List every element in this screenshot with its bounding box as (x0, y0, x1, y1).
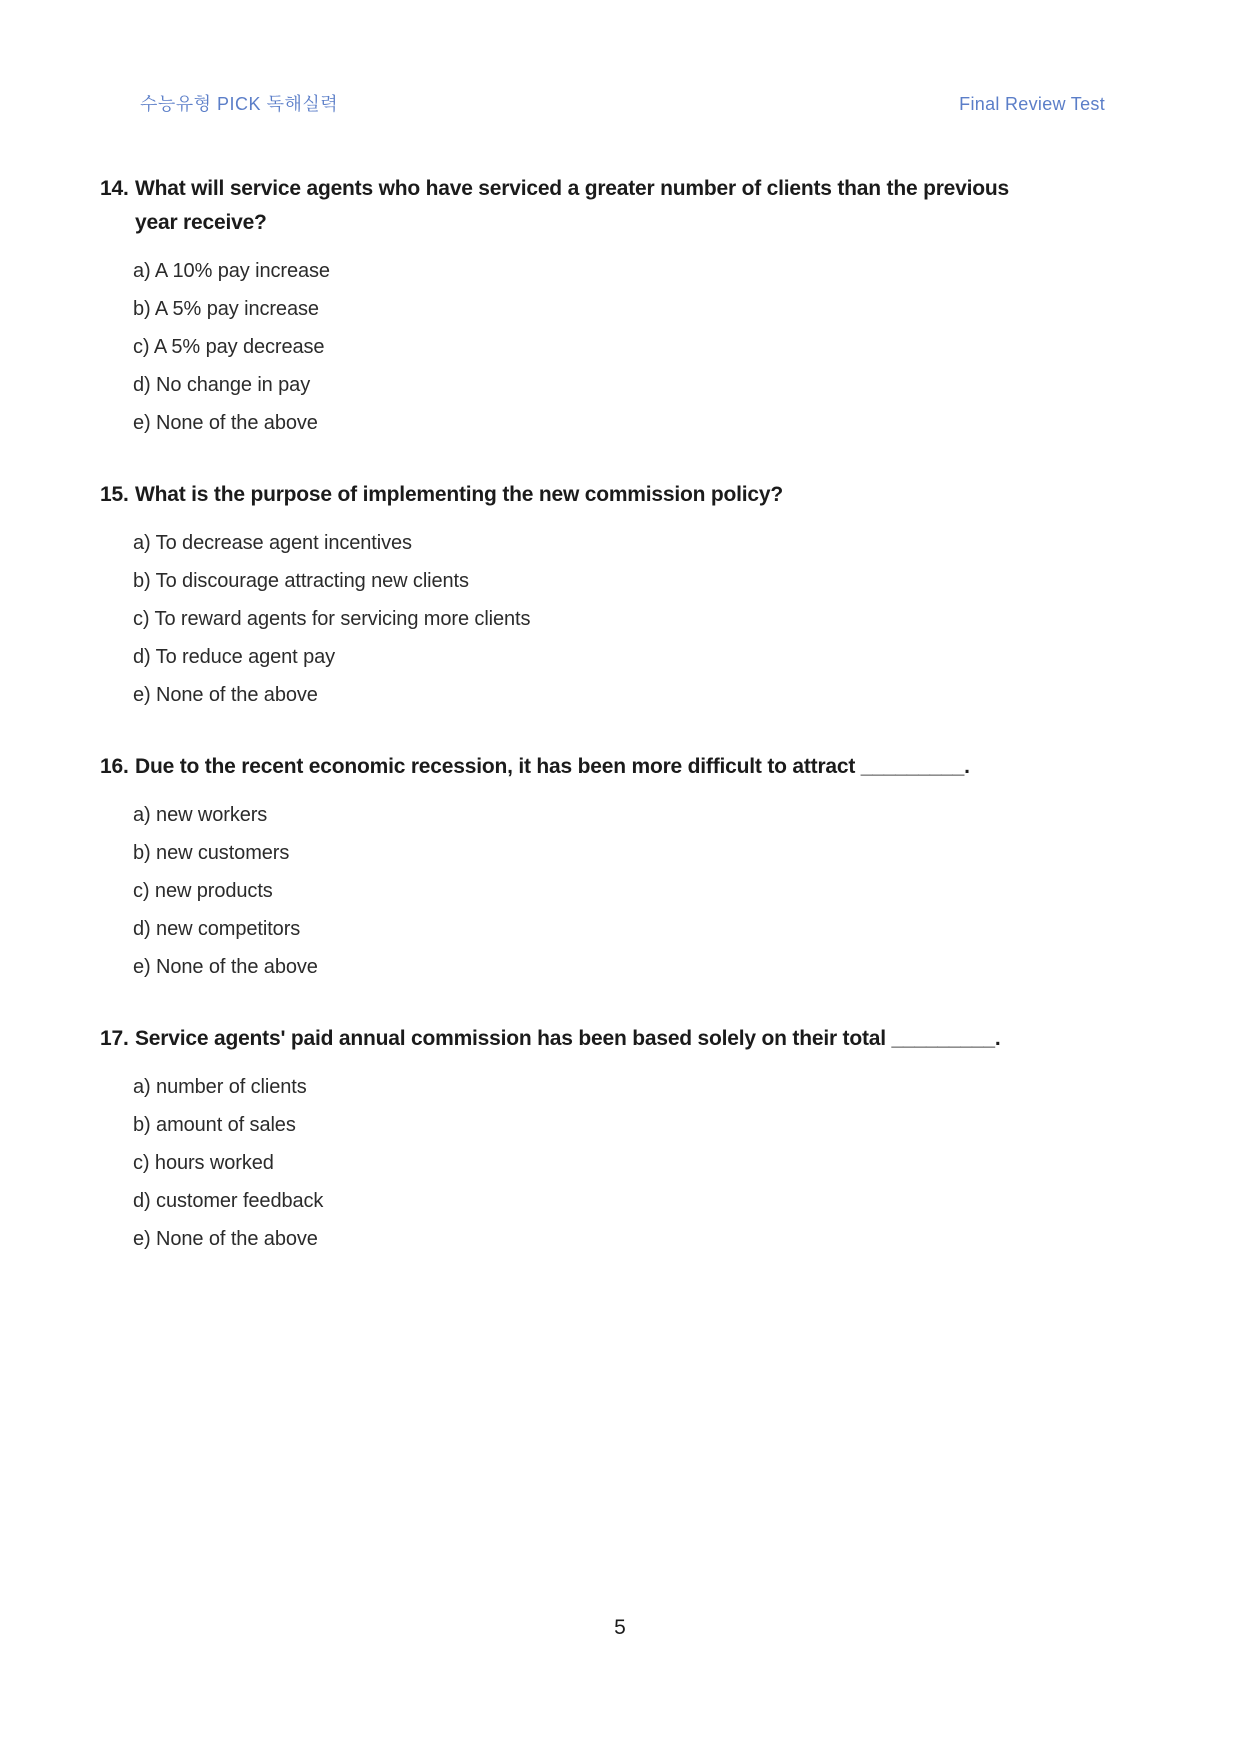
header-left-title: 수능유형 PICK 독해실력 (140, 94, 339, 114)
option-e: e) None of the above (133, 412, 318, 434)
question-15-heading (100, 478, 1140, 512)
option-c: c) To reward agents for servicing more clients (133, 608, 531, 630)
option-b: b) amount of sales (133, 1114, 296, 1136)
option-a: a) new workers (133, 804, 268, 826)
option-e: e) None of the above (133, 1228, 318, 1250)
page-number: 5 (614, 1616, 626, 1639)
question-14-heading (100, 172, 1140, 206)
question-text: What is the purpose of implementing the new commission policy? (135, 483, 784, 506)
option-a: a) To decrease agent incentives (133, 532, 412, 554)
option-a: a) number of clients (133, 1076, 307, 1098)
questions-area (0, 116, 1240, 1258)
question-text: What will service agents who have serviced a greater number of clients than the previous (135, 177, 1010, 200)
question-15 (100, 478, 1140, 714)
question-16-options (133, 796, 1140, 986)
question-text: Due to the recent economic recession, it has been more difficult to attract _________. (135, 755, 970, 778)
option-e: e) None of the above (133, 684, 318, 706)
question-text: Service agents' paid annual commission has been based solely on their total _________. (135, 1027, 1001, 1050)
question-16-heading (100, 750, 1140, 784)
option-e: e) None of the above (133, 956, 318, 978)
question-17-options (133, 1068, 1140, 1258)
header-right-title: Final Review Test (959, 94, 1105, 114)
option-d: d) No change in pay (133, 374, 311, 396)
question-text-continuation: year receive? (135, 211, 267, 234)
option-c: c) hours worked (133, 1152, 274, 1174)
option-b: b) A 5% pay increase (133, 298, 319, 320)
option-b: b) new customers (133, 842, 290, 864)
option-c: c) A 5% pay decrease (133, 336, 325, 358)
option-d: d) To reduce agent pay (133, 646, 336, 668)
question-16 (100, 750, 1140, 986)
option-b: b) To discourage attracting new clients (133, 570, 469, 592)
question-number: 15. (100, 483, 129, 506)
question-number: 17. (100, 1027, 129, 1050)
question-14-options (133, 252, 1140, 442)
question-14 (100, 172, 1140, 442)
question-number: 16. (100, 755, 129, 778)
option-d: d) customer feedback (133, 1190, 324, 1212)
question-15-options (133, 524, 1140, 714)
question-17 (100, 1022, 1140, 1258)
option-c: c) new products (133, 880, 273, 902)
question-number: 14. (100, 177, 129, 200)
option-a: a) A 10% pay increase (133, 260, 330, 282)
question-17-heading (100, 1022, 1140, 1056)
option-d: d) new competitors (133, 918, 301, 940)
page-header (0, 0, 1240, 116)
